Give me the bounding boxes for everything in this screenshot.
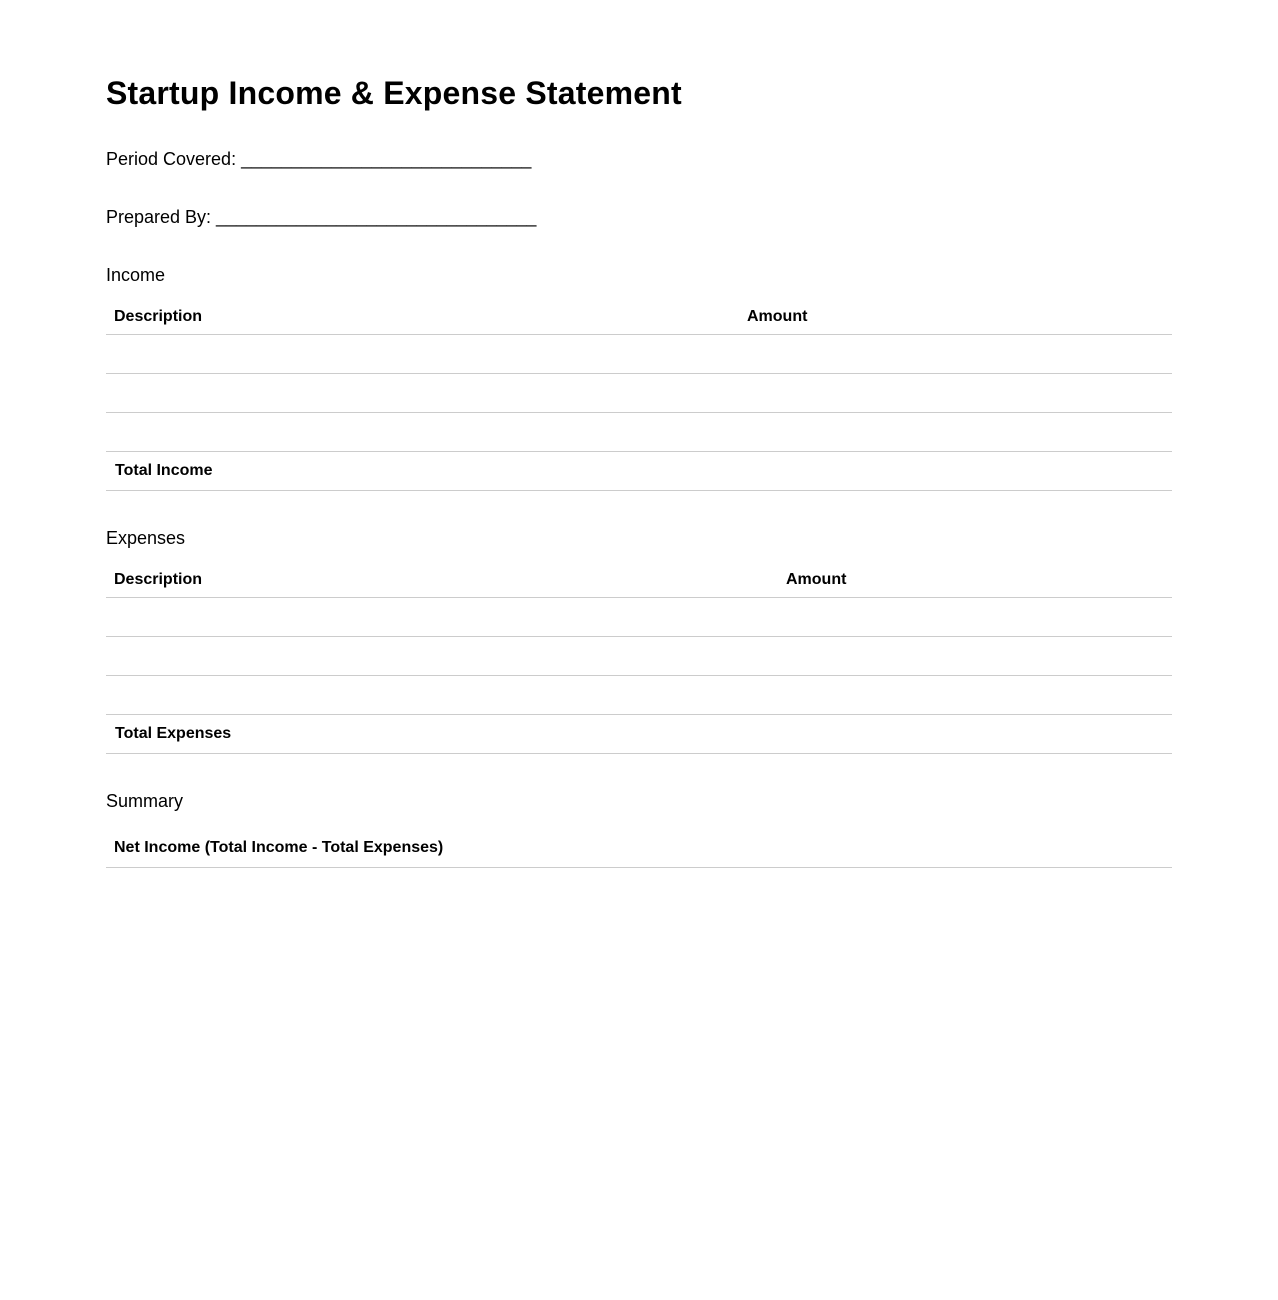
income-description-cell[interactable] (106, 413, 739, 452)
income-description-cell[interactable] (106, 374, 739, 413)
income-amount-cell[interactable] (739, 374, 1172, 413)
income-amount-cell[interactable] (739, 335, 1172, 374)
expense-description-cell[interactable] (106, 598, 778, 637)
expense-description-cell[interactable] (106, 637, 778, 676)
expenses-header-row (106, 563, 1172, 598)
expenses-amount-header: Amount (778, 563, 1172, 598)
summary-section-title: Summary (106, 791, 184, 811)
expense-description-cell[interactable] (106, 676, 778, 715)
income-amount-cell[interactable] (739, 413, 1172, 452)
table-row (106, 335, 1172, 374)
income-header-row (106, 300, 1172, 335)
table-row (106, 374, 1172, 413)
income-description-cell[interactable] (106, 335, 739, 374)
page-title: Startup Income & Expense Statement (106, 75, 682, 111)
net-income-row (106, 829, 1172, 868)
net-income-label: Net Income (Total Income - Total Expenses) (106, 829, 639, 868)
expense-amount-cell[interactable] (778, 598, 1172, 637)
expenses-section-title: Expenses (106, 528, 186, 548)
table-row (106, 676, 1172, 715)
table-row (106, 413, 1172, 452)
expense-amount-cell[interactable] (778, 676, 1172, 715)
expenses-table (106, 563, 1172, 754)
income-description-header: Description (106, 300, 739, 335)
table-row (106, 637, 1172, 676)
income-total-row (106, 452, 1172, 491)
net-income-value[interactable] (639, 829, 1172, 868)
total-expenses-value[interactable] (778, 715, 1172, 754)
total-income-label: Total Income (106, 452, 739, 491)
total-expenses-label: Total Expenses (106, 715, 778, 754)
income-amount-header: Amount (739, 300, 1172, 335)
expenses-total-row (106, 715, 1172, 754)
summary-table (106, 829, 1172, 868)
period-covered-field[interactable]: Period Covered: _____________________________ (106, 149, 532, 169)
total-income-value[interactable] (739, 452, 1172, 491)
income-section-title: Income (106, 265, 166, 285)
expense-amount-cell[interactable] (778, 637, 1172, 676)
statement-page (106, 0, 1172, 868)
income-table (106, 300, 1172, 491)
expenses-description-header: Description (106, 563, 778, 598)
prepared-by-field[interactable]: Prepared By: ________________________________ (106, 207, 537, 227)
table-row (106, 598, 1172, 637)
